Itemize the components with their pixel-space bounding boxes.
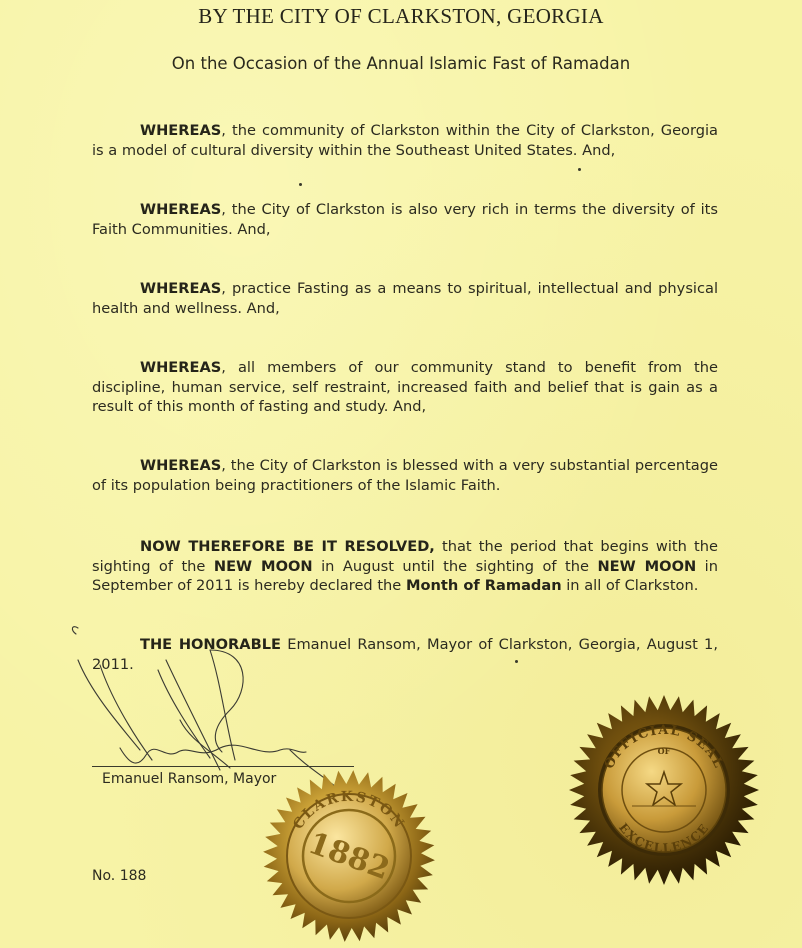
new-moon-keyword: NEW MOON (597, 557, 697, 575)
signature-caption: Emanuel Ransom, Mayor (102, 771, 277, 787)
official-gold-seal (566, 694, 762, 886)
document-title: BY THE CITY OF CLARKSTON, GEORGIA (198, 4, 604, 28)
seal-ring-text: CLARKSTON (290, 788, 408, 833)
speck (299, 183, 302, 186)
whereas-paragraph-1 (92, 121, 718, 160)
new-moon-keyword: NEW MOON (213, 557, 313, 575)
paragraph-text: Emanuel Ransom, Mayor of Clarkston, Georgia, August 1, 2011. (92, 636, 718, 673)
paragraph-text: , the community of Clarkston within the City of Clarkston, Georgia is a model of cultural diversity within the Southeast United States. And, (92, 122, 718, 159)
resolved-keyword: NOW THEREFORE BE IT RESOLVED, (140, 538, 435, 555)
seal-top-text: OFFICIAL SEAL (601, 722, 727, 772)
signature-line (92, 766, 354, 767)
whereas-keyword: WHEREAS (140, 457, 222, 474)
whereas-keyword: WHEREAS (140, 359, 222, 376)
paragraph-text: in all of Clarkston. (561, 577, 699, 594)
seal-center-year: 1882 (303, 825, 395, 888)
whereas-keyword: WHEREAS (140, 201, 222, 218)
month-of-ramadan-keyword: Month of Ramadan (405, 577, 562, 594)
city-gold-seal (258, 770, 440, 942)
seal-mid-text: OF (657, 746, 671, 756)
resolution-paragraph (92, 537, 718, 596)
paragraph-text: , the City of Clarkston is blessed with a very substantial percentage of its population being practitioners of the Islamic Faith. (92, 457, 718, 494)
speck (578, 168, 581, 171)
paragraph-text: , the City of Clarkston is also very rich in terms the diversity of its Faith Communities. And, (92, 201, 718, 238)
document-number: No. 188 (92, 868, 147, 884)
whereas-paragraph-4 (92, 358, 718, 417)
whereas-paragraph-3 (92, 279, 718, 318)
paragraph-text: in August until the sighting of the (312, 557, 598, 575)
paragraph-text: in September of 2011 is hereby declared the (92, 557, 718, 594)
paragraph-text: , practice Fasting as a means to spiritual, intellectual and physical health and wellness. And, (92, 280, 718, 317)
paragraph-text: that the period that begins with the sighting of the (92, 538, 718, 575)
whereas-paragraph-5 (92, 456, 718, 495)
document-subtitle: On the Occasion of the Annual Islamic Fast of Ramadan (171, 54, 631, 73)
whereas-paragraph-2 (92, 200, 718, 239)
honorable-keyword: THE HONORABLE (140, 636, 281, 653)
paragraph-text: , all members of our community stand to benefit from the discipline, human service, self restraint, increased faith and belief that is gain as a result of this month of fasting and study. And, (92, 359, 718, 415)
seal-bottom-text: EXCELLENCE (616, 820, 712, 856)
whereas-keyword: WHEREAS (140, 280, 222, 297)
whereas-keyword: WHEREAS (140, 122, 222, 139)
speck (515, 660, 518, 663)
